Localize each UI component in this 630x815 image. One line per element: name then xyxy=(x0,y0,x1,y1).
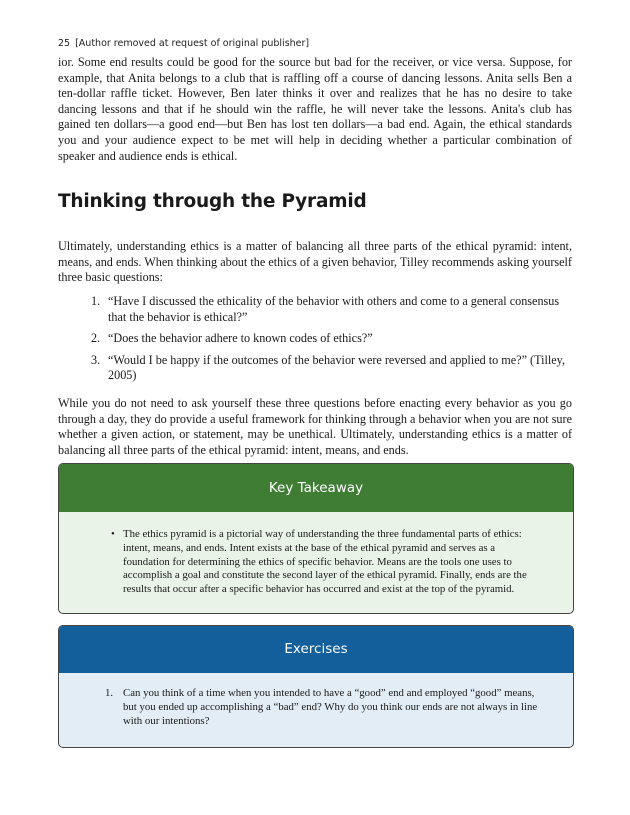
exercises-title: Exercises xyxy=(59,626,573,673)
body-paragraph-3: While you do not need to ask yourself these three questions before enacting every behavior as you go through a day, they do provide a useful framework for thinking through a behavior when you are not sure whether a given action, or statement, may be unethical. Ultimately, understanding ethics is a matter of balancing all three parts of the ethical pyramid: intent, means, and ends. xyxy=(58,396,572,457)
list-item xyxy=(58,294,572,325)
exercises-box xyxy=(58,625,574,748)
questions-list xyxy=(58,294,572,390)
exercise-number: 1. xyxy=(105,687,114,699)
exercises-body xyxy=(59,673,573,728)
body-paragraph-2: Ultimately, understanding ethics is a matter of balancing all three parts of the ethical pyramid: intent, means, and ends. When thinking about the ethics of a given behavior, Tilley recommends asking yourself three basic questions: xyxy=(58,239,572,285)
header-note: [Author removed at request of original publisher] xyxy=(75,38,310,49)
key-takeaway-body xyxy=(59,512,573,597)
key-takeaway-box xyxy=(58,463,574,614)
section-heading: Thinking through the Pyramid xyxy=(58,191,367,212)
list-number: 3. xyxy=(91,352,101,367)
key-takeaway-title: Key Takeaway xyxy=(59,464,573,512)
bullet-icon: • xyxy=(111,528,115,540)
list-item xyxy=(58,353,572,384)
list-text: “Have I discussed the ethicality of the behavior with others and come to a general consensus that the behavior is ethical?” xyxy=(108,294,560,324)
key-takeaway-text: The ethics pyramid is a pictorial way of understanding the three fundamental parts of ethics: intent, means, and ends. Intent exists at the base of the ethical pyramid and serves as a foundation for determining the ethics of specific behavior. Means are the tools one uses to accomplish a goal and constitute the second layer of the ethical pyramid. Finally, ends are the results that occur after a specific behavior has occurred and exist at the top of the pyramid. xyxy=(123,528,527,596)
exercise-text: Can you think of a time when you intended to have a “good” end and employed “good” means, but you ended up accomplishing a “bad” end? Why do you think our ends are not always in line with our intentions? xyxy=(123,687,538,727)
body-paragraph-1: ior. Some end results could be good for the source but bad for the receiver, or vice versa. Suppose, for example, that Anita belongs to a club that is raffling off a course of dancing lessons. Anita sells Ben a ten-dollar raffle ticket. However, Ben later thinks it over and realizes that he has no desire to take dancing lessons and that if he should win the raffle, he will never take the lessons. Anita's club has gained ten dollars—a good end—but Ben has lost ten dollars—a bad end. Again, the ethical standards you and your audience expect to be met will help in deciding whether a particular combination of speaker and audience ends is ethical. xyxy=(58,55,572,163)
list-number: 1. xyxy=(91,294,101,308)
list-item xyxy=(58,331,572,347)
page-number: 25 xyxy=(58,38,71,49)
list-text: “Would I be happy if the outcomes of the behavior were reversed and applied to me?” (Tilley, 2005) xyxy=(108,352,566,383)
list-text: “Does the behavior adhere to known codes of ethics?” xyxy=(108,331,373,346)
page-header xyxy=(58,38,309,49)
list-number: 2. xyxy=(91,331,101,346)
